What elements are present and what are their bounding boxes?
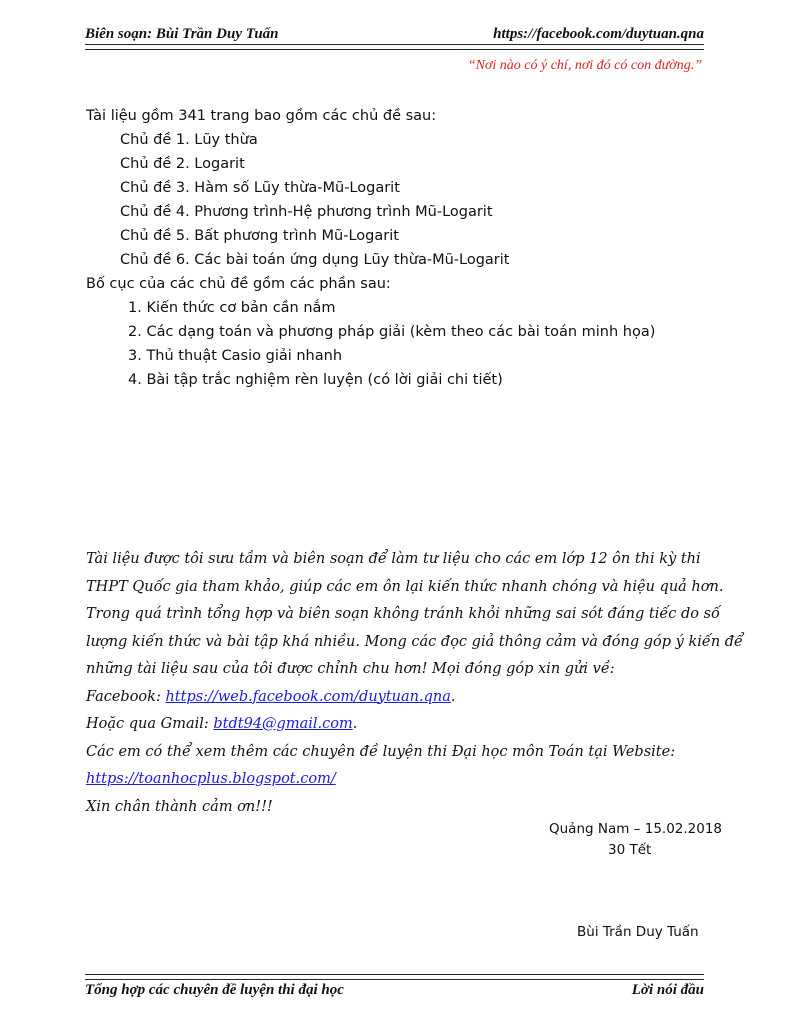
topics-section [86, 104, 655, 392]
date-note: 30 Tết [608, 842, 652, 858]
website-line: Các em có thể xem thêm các chuyên đề luyện thi Đại học môn Toán tại Website: [86, 743, 676, 760]
thanks-text: Xin chân thành cảm ơn!!! [86, 798, 273, 815]
footer-rule [85, 974, 704, 980]
preface-line: Tài liệu được tôi sưu tầm và biên soạn để làm tư liệu cho các em lớp 12 ôn thi kỳ thi [86, 551, 701, 567]
facebook-link[interactable]: https://web.facebook.com/duytuan.qna [165, 688, 451, 705]
gmail-line: Hoặc qua Gmail: btdt94@gmail.com. [86, 716, 358, 732]
signature-name: Bùi Trần Duy Tuấn [577, 924, 699, 940]
facebook-label: Facebook: [86, 688, 166, 705]
website-link-line [86, 766, 716, 794]
preface-line: những tài liệu sau của tôi được chỉnh chu hơn! Mọi đóng góp xin gửi về: [86, 661, 615, 677]
footer-section: Lời nói đầu [631, 982, 704, 998]
preface-section [86, 546, 743, 821]
structure-intro: Bố cục của các chủ đề gồm các phần sau: [86, 276, 391, 292]
part-item: 2. Các dạng toán và phương pháp giải (kèm theo các bài toán minh họa) [128, 324, 656, 340]
topic-item: Chủ đề 4. Phương trình-Hệ phương trình Mũ-Logarit [120, 204, 493, 220]
part-item: 3. Thủ thuật Casio giải nhanh [128, 348, 343, 364]
page-footer [85, 982, 704, 1002]
gmail-label: Hoặc qua Gmail: [86, 716, 214, 732]
facebook-line: Facebook: https://web.facebook.com/duytuan.qna. [86, 688, 456, 705]
preface-line: THPT Quốc gia tham khảo, giúp các em ôn lại kiến thức nhanh chóng và hiệu quả hơn. [86, 578, 724, 595]
header-author: Biên soạn: Bùi Trần Duy Tuấn [85, 26, 279, 42]
page-header [85, 26, 704, 46]
topic-item: Chủ đề 1. Lũy thừa [120, 132, 258, 148]
preface-line: lượng kiến thức và bài tập khá nhiều. Mong các đọc giả thông cảm và đóng góp ý kiến để [86, 633, 743, 650]
place-date: Quảng Nam – 15.02.2018 [549, 821, 723, 837]
topic-item: Chủ đề 6. Các bài toán ứng dụng Lũy thừa-Mũ-Logarit [120, 252, 510, 268]
motto: “Nơi nào có ý chí, nơi đó có con đường.” [467, 58, 702, 73]
preface-line: Trong quá trình tổng hợp và biên soạn không tránh khỏi những sai sót đáng tiếc do số [86, 606, 720, 622]
intro-text: Tài liệu gồm 341 trang bao gồm các chủ đề sau: [86, 108, 437, 124]
gmail-link[interactable]: btdt94@gmail.com [213, 716, 353, 732]
topic-item: Chủ đề 3. Hàm số Lũy thừa-Mũ-Logarit [120, 180, 400, 196]
header-rule [85, 44, 704, 50]
part-item: 1. Kiến thức cơ bản cần nắm [128, 300, 336, 316]
footer-title: Tổng hợp các chuyên đề luyện thi đại học [85, 982, 344, 998]
topic-item: Chủ đề 5. Bất phương trình Mũ-Logarit [120, 228, 399, 244]
topic-item: Chủ đề 2. Logarit [120, 156, 245, 172]
part-item: 4. Bài tập trắc nghiệm rèn luyện (có lời giải chi tiết) [128, 372, 503, 388]
header-url: https://facebook.com/duytuan.qna [493, 26, 704, 42]
website-link[interactable]: https://toanhocplus.blogspot.com/ [86, 771, 336, 787]
